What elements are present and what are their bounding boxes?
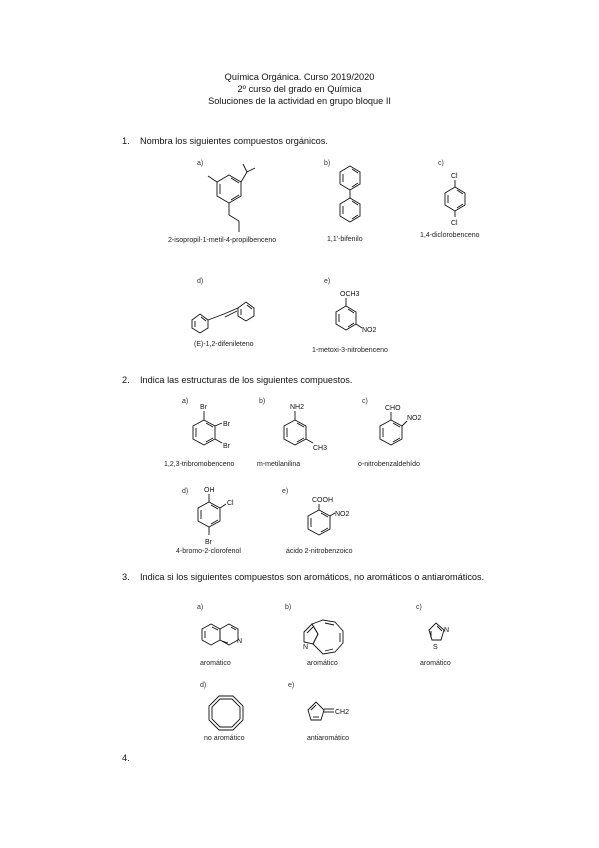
- question-2: [122, 374, 352, 386]
- q2-label-c: c): [362, 398, 368, 405]
- nitro-label: NO2: [335, 511, 350, 518]
- methoxy-label: OCH3: [340, 291, 360, 298]
- q3-label-b: b): [285, 604, 292, 611]
- q1-label-d: d): [197, 278, 204, 285]
- q1-caption-b: 1,1'-bifenilo: [327, 236, 363, 243]
- q2-label-d: d): [182, 488, 189, 495]
- q3-label-c: c): [416, 604, 422, 611]
- amine-label: NH2: [290, 404, 305, 411]
- q2-caption-c: o-nitrobenzaldehído: [358, 461, 420, 468]
- structure-dichlorobenzene: [436, 170, 476, 230]
- q1-caption-c: 1,4-diclorobenceno: [420, 232, 480, 239]
- structure-methoxy-nitrobenzene: [326, 288, 386, 343]
- q3-label-a: a): [197, 604, 204, 611]
- q2-caption-d: 4-bromo-2-clorofenol: [176, 548, 241, 555]
- chlorine-label: Cl: [451, 220, 458, 227]
- structure-nitrobenzoic-acid: [302, 494, 362, 544]
- question-4: [122, 752, 140, 764]
- nitrogen-label: N: [444, 627, 450, 634]
- question-3: [122, 571, 530, 584]
- carboxyl-label: COOH: [312, 497, 333, 504]
- question-3-number: 3.: [122, 572, 130, 582]
- q1-label-c: c): [438, 160, 444, 167]
- q3-label-e: e): [288, 682, 295, 689]
- question-1-number: 1.: [122, 136, 130, 146]
- structure-stilbene: [188, 290, 268, 335]
- q3-caption-e: antiaromático: [307, 735, 350, 742]
- q2-label-e: e): [282, 488, 289, 495]
- question-4-number: 4.: [122, 753, 130, 763]
- sulfur-label: S: [433, 644, 438, 651]
- structure-nitrobenzaldehyde: [375, 402, 435, 460]
- q1-label-a: a): [197, 160, 204, 167]
- q1-label-b: b): [324, 160, 331, 167]
- nitrogen-label: N: [237, 638, 243, 645]
- bromine-label: Br: [223, 421, 230, 428]
- question-2-number: 2.: [122, 375, 130, 385]
- question-3-text: Indica si los siguientes compuestos son aromáticos, no aromáticos o antiaromáticos.: [140, 572, 485, 582]
- hydroxyl-label: OH: [204, 487, 215, 494]
- header-line-1: Química Orgánica. Curso 2019/2020: [224, 72, 375, 82]
- structure-cyclooctatetraene: [207, 694, 247, 734]
- structure-biphenyl: [330, 164, 370, 234]
- structure-isopropyl-methyl-propylbenzene: [195, 162, 285, 240]
- q2-caption-b: m-metilanilina: [257, 461, 301, 468]
- q3-label-d: d): [200, 682, 207, 689]
- aldehyde-label: CHO: [385, 405, 401, 412]
- q1-caption-a: 2-isopropil-1-metil-4-propilbenceno: [168, 237, 277, 244]
- header-line-3: Soluciones de la actividad en grupo bloque II: [208, 96, 391, 106]
- q3-caption-b: aromático: [307, 660, 338, 667]
- q3-caption-d: no aromático: [204, 735, 245, 742]
- nitro-label: NO2: [362, 327, 377, 334]
- question-1: [122, 135, 328, 147]
- bromine-label: Br: [223, 443, 230, 450]
- structure-thiazole: [424, 620, 454, 652]
- q1-caption-e: 1-metoxi-3-nitrobenceno: [312, 347, 388, 354]
- structure-azulene-aza: [298, 614, 356, 660]
- methylene-label: CH2: [335, 709, 350, 716]
- structure-isoquinoline: [198, 620, 248, 652]
- q2-caption-e: ácido 2-nitrobenzoico: [286, 548, 353, 555]
- q2-label-b: b): [259, 398, 266, 405]
- q2-label-a: a): [182, 398, 189, 405]
- question-2-text: Indica las estructuras de los siguientes compuestos.: [140, 375, 353, 385]
- chlorine-label: Cl: [451, 173, 458, 180]
- q3-caption-c: aromático: [420, 660, 451, 667]
- bromine-label: Br: [205, 539, 212, 546]
- structure-tribromobenzene: [185, 400, 245, 462]
- nitrogen-label: N: [303, 644, 309, 651]
- question-1-text: Nombra los siguientes compuestos orgánicos.: [140, 136, 328, 146]
- q1-caption-d: (E)-1,2-difenileteno: [194, 341, 254, 348]
- q3-caption-a: aromático: [200, 660, 231, 667]
- header-line-2: 2º curso del grado en Química: [237, 84, 362, 94]
- bromine-label: Br: [200, 404, 207, 411]
- chlorine-label: Cl: [227, 500, 234, 507]
- nitro-label: NO2: [407, 415, 422, 422]
- q1-label-e: e): [324, 278, 331, 285]
- structure-methylaniline: [281, 400, 341, 462]
- structure-bromochlorophenol: [196, 484, 246, 552]
- methyl-label: CH3: [313, 445, 328, 452]
- q2-caption-a: 1,2,3-tribromobenceno: [164, 461, 235, 468]
- structure-fulvene: [304, 698, 364, 730]
